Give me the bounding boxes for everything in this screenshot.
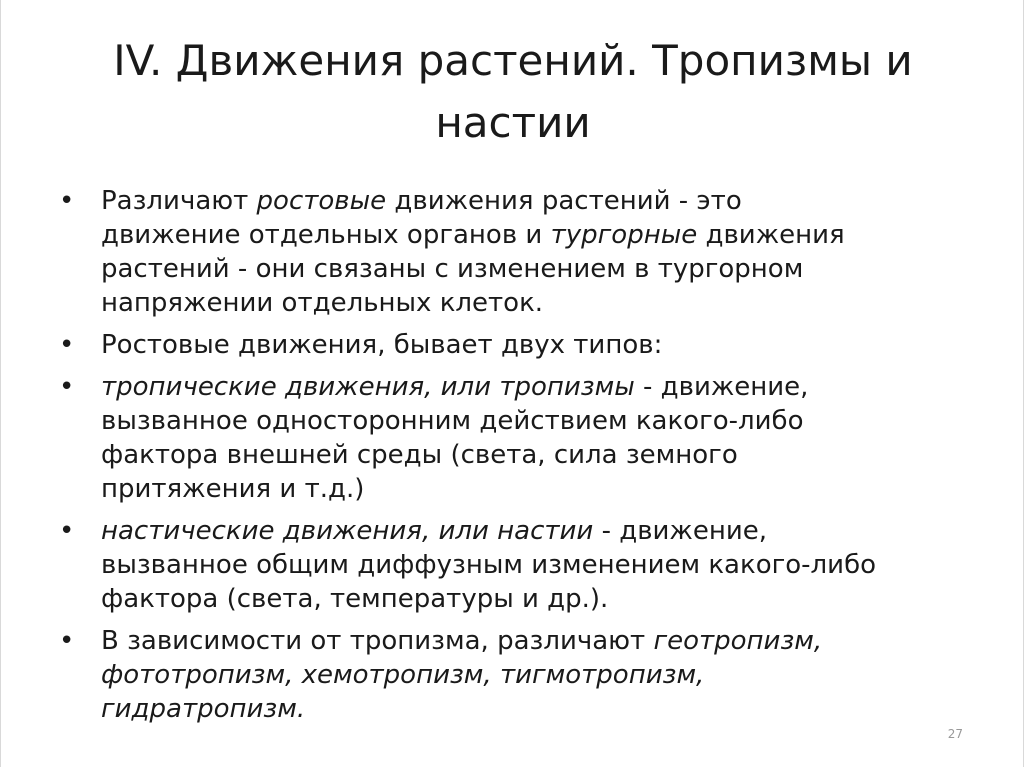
bullet-marker: • bbox=[59, 186, 75, 216]
bullet-item bbox=[57, 184, 977, 320]
text-segment: Различают bbox=[101, 186, 257, 216]
italic-text: ростовые bbox=[256, 186, 387, 216]
bullet-line bbox=[101, 286, 977, 320]
bullet-line bbox=[101, 252, 977, 286]
bullet-line bbox=[101, 370, 977, 404]
bullet-line bbox=[101, 692, 977, 726]
bullet-marker: • bbox=[59, 330, 75, 360]
text-segment: фактора (света, температуры и др.). bbox=[101, 584, 609, 614]
slide-title-line-1: IV. Движения растений. Тропизмы и bbox=[113, 36, 913, 85]
bullet-line bbox=[101, 404, 977, 438]
text-segment: Ростовые движения, бывает двух типов: bbox=[101, 330, 663, 360]
bullet-list bbox=[57, 184, 977, 734]
slide-title bbox=[41, 30, 985, 154]
bullet-line bbox=[101, 184, 977, 218]
bullet-item bbox=[57, 514, 977, 616]
bullet-line bbox=[101, 582, 977, 616]
text-segment: движение отдельных органов и bbox=[101, 220, 551, 250]
italic-text: настические движения, или настии bbox=[101, 516, 594, 546]
bullet-line bbox=[101, 624, 977, 658]
slide-title-line-2: настии bbox=[435, 98, 591, 147]
italic-text: геотропизм, bbox=[653, 626, 823, 656]
text-segment: растений - они связаны с изменением в тургорном bbox=[101, 254, 804, 284]
text-segment: вызванное общим диффузным изменением какого-либо bbox=[101, 550, 877, 580]
bullet-item bbox=[57, 370, 977, 506]
bullet-marker: • bbox=[59, 626, 75, 656]
bullet-line bbox=[101, 328, 977, 362]
text-segment: В зависимости от тропизма, различают bbox=[101, 626, 654, 656]
text-segment: вызванное односторонним действием какого-либо bbox=[101, 406, 804, 436]
italic-text: тургорные bbox=[550, 220, 698, 250]
italic-text: гидратропизм. bbox=[101, 694, 306, 724]
text-segment: напряжении отдельных клеток. bbox=[101, 288, 544, 318]
bullet-line bbox=[101, 472, 977, 506]
bullet-item bbox=[57, 624, 977, 726]
text-segment: - движение, bbox=[634, 372, 809, 402]
text-segment: движения растений - это bbox=[386, 186, 742, 216]
page-number: 27 bbox=[947, 727, 963, 741]
bullet-line bbox=[101, 438, 977, 472]
italic-text: фототропизм, хемотропизм, тигмотропизм, bbox=[101, 660, 705, 690]
bullet-marker: • bbox=[59, 516, 75, 546]
bullet-line bbox=[101, 514, 977, 548]
text-segment: притяжения и т.д.) bbox=[101, 474, 365, 504]
text-segment: движения bbox=[697, 220, 845, 250]
text-segment: - движение, bbox=[593, 516, 767, 546]
bullet-line bbox=[101, 218, 977, 252]
italic-text: тропические движения, или тропизмы bbox=[101, 372, 635, 402]
text-segment: фактора внешней среды (света, сила земного bbox=[101, 440, 738, 470]
bullet-item bbox=[57, 328, 977, 362]
bullet-line bbox=[101, 658, 977, 692]
bullet-line bbox=[101, 548, 977, 582]
bullet-marker: • bbox=[59, 372, 75, 402]
